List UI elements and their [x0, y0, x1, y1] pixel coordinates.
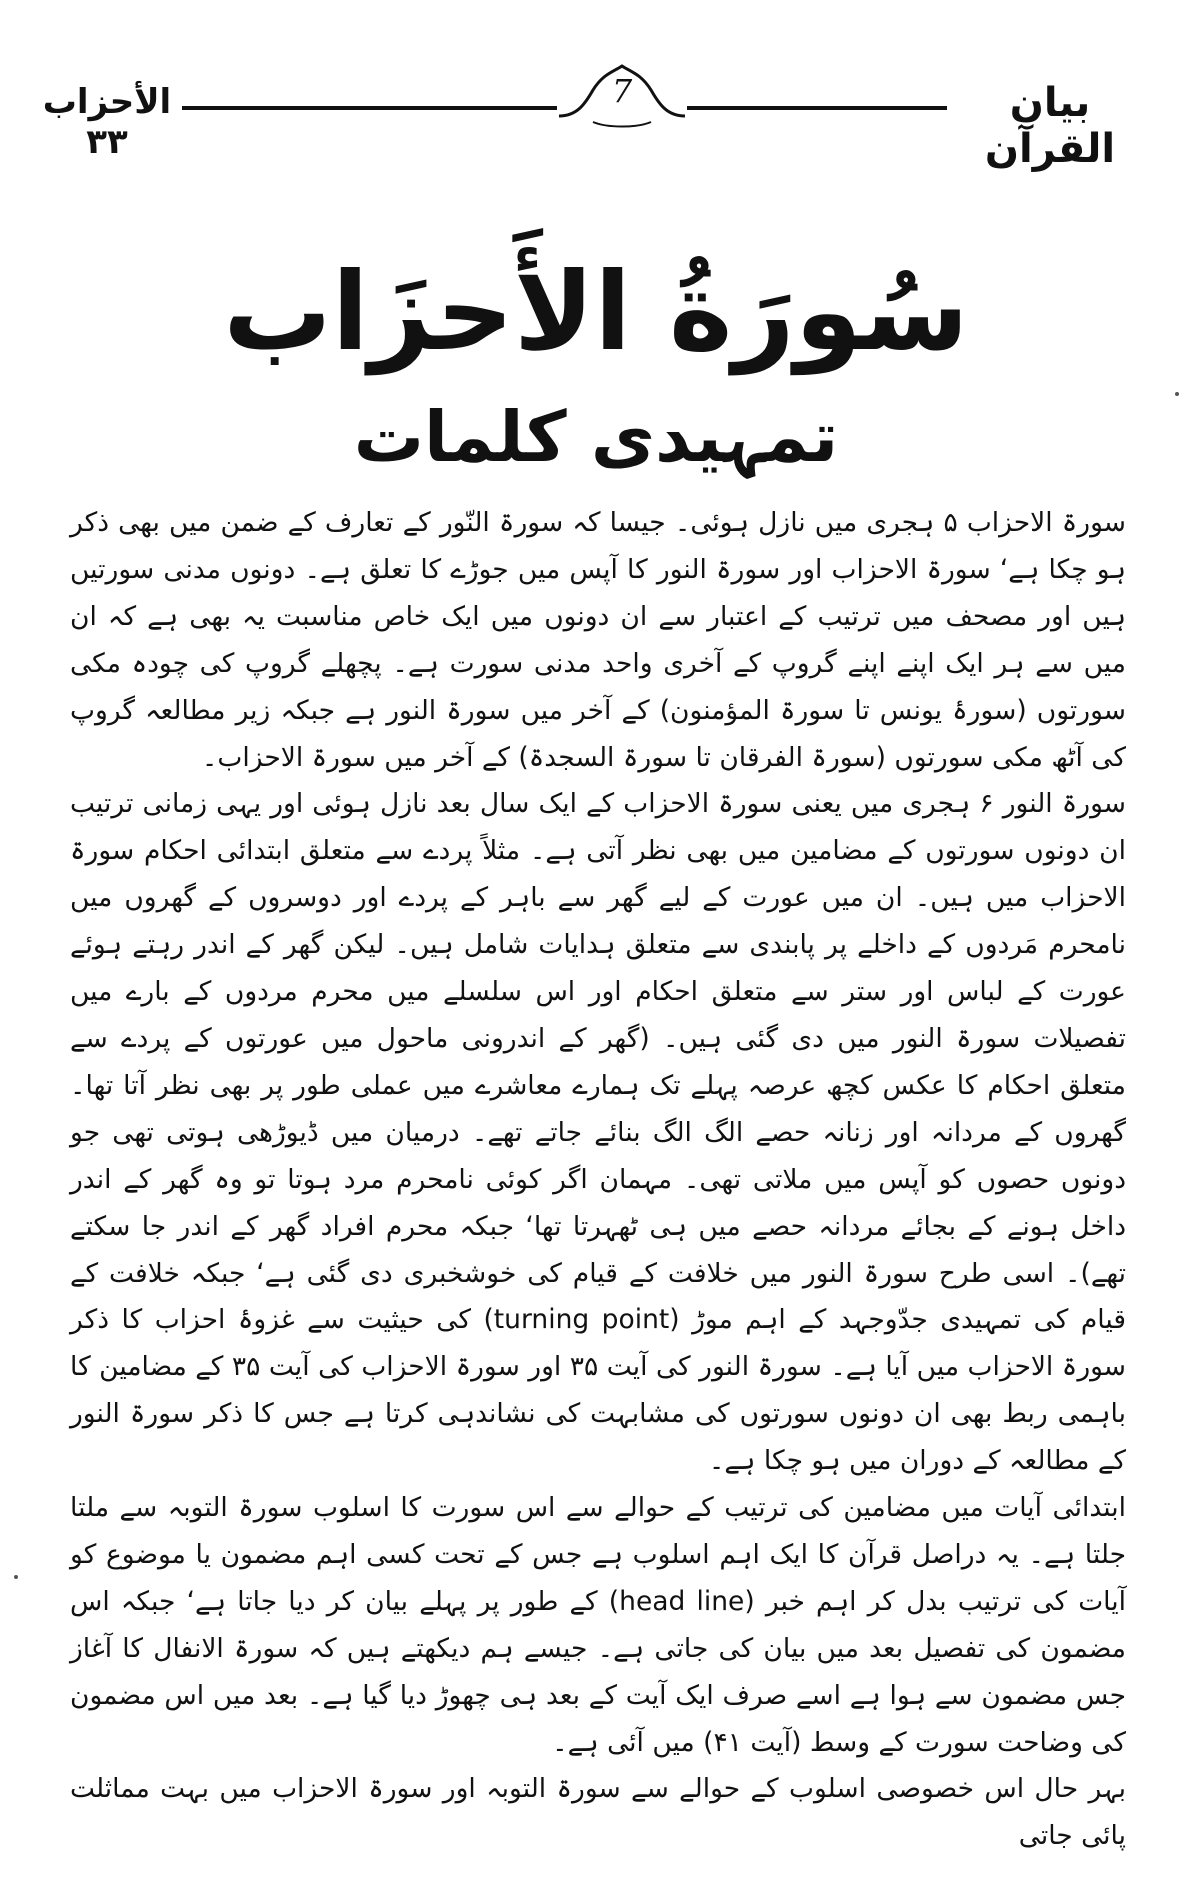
paragraph: سورۃ النور ۶ ہجری میں یعنی سورۃ الاحزاب کے ایک سال بعد نازل ہوئی اور یہی زمانی ترتیب ان دونوں سورتوں کے مضامین میں بھی نظر آتی ہے۔ مثلاً پردے سے متعلق ابتدائی احکام سورۃ الاحزاب میں ہیں۔ ان میں عورت کے لیے گھر سے باہر کے پردے اور دوسروں کے گھروں میں نامحرم مَردوں کے داخلے پر پابندی سے متعلق ہدایات شامل ہیں۔ لیکن گھر کے اندر رہتے ہوئے عورت کے لباس اور ستر سے متعلق احکام اور اس سلسلے میں محرم مردوں کے بارے میں تفصیلات سورۃ النور میں دی گئی ہیں۔ (گھر کے اندرونی ماحول میں عورتوں کے پردے سے متعلق احکام کا عکس کچھ عرصہ پہلے تک ہمارے معاشرے میں عملی طور پر بھی نظر آتا تھا۔ گھروں کے مردانہ اور زنانہ حصے الگ الگ بنائے جاتے تھے۔ درمیان میں ڈیوڑھی ہوتی تھی جو دونوں حصوں کو آپس میں ملاتی تھی۔ مہمان اگر کوئی نامحرم مرد ہوتا تو وہ گھر کے اندر داخل ہونے کے بجائے مردانہ حصے میں ہی ٹھہرتا تھا‘ جبکہ محرم افراد گھر کے اندر جا سکتے تھے)۔ اسی طرح سورۃ النور میں خلافت کے قیام کی خوشخبری دی گئی ہے‘ جبکہ خلافت کے قیام کی تمہیدی جدّوجہد کے اہم موڑ (turning point) کی حیثیت سے غزوۂ احزاب کا ذکر سورۃ الاحزاب میں آیا ہے۔ سورۃ النور کی آیت ۳۵ اور سورۃ الاحزاب کی آیت ۳۵ کے مضامین کا باہمی ربط بھی ان دونوں سورتوں کی مشابہت کی نشاندہی کرتا ہے جس کا ذکر سورۃ النور کے مطالعہ کے دوران میں ہو چکا ہے۔ [70, 788, 1127, 1477]
header-rule-left [182, 106, 557, 110]
scan-speck [14, 1575, 18, 1579]
paragraph: سورۃ الاحزاب ۵ ہجری میں نازل ہوئی۔ جیسا کہ سورۃ النّور کے تعارف کے ضمن میں بھی ذکر ہو چکا ہے‘ سورۃ الاحزاب اور سورۃ النور کا آپس میں جوڑے کا تعلق ہے۔ دونوں مدنی سورتیں ہیں اور مصحف میں ترتیب کے اعتبار سے ان دونوں میں ایک خاص مناسبت یہ بھی ہے کہ ان میں سے ہر ایک اپنے اپنے گروپ کے آخری واحد مدنی سورت ہے۔ پچھلے گروپ کی چودہ مکی سورتوں (سورۂ یونس تا سورۃ المؤمنون) کے آخر میں سورۃ النور ہے جبکہ زیر مطالعہ گروپ کی آٹھ مکی سورتوں (سورۃ الفرقان تا سورۃ السجدۃ) کے آخر میں سورۃ الاحزاب۔ [70, 507, 1126, 773]
page-number: 7 [611, 72, 633, 110]
page-header [32, 58, 1160, 172]
paragraph: بہر حال اس خصوصی اسلوب کے حوالے سے سورۃ التوبہ اور سورۃ الاحزاب میں بہت مماثلت پائی جاتی [70, 1773, 1126, 1852]
scan-speck [1175, 392, 1179, 396]
header-rule-right [687, 106, 947, 110]
page-number-badge [557, 64, 687, 134]
surah-title: سُورَةُ الأَحزَاب [223, 250, 969, 375]
section-subtitle: تمہیدی کلمات [353, 396, 839, 478]
body-text [70, 500, 1126, 1860]
surah-header-label: الأحزاب ۳۳ [42, 82, 172, 162]
paragraph: ابتدائی آیات میں مضامین کی ترتیب کے حوالے سے اس سورت کا اسلوب سورۃ التوبہ سے ملتا جلتا ہے۔ یہ دراصل قرآن کا ایک اہم اسلوب ہے جس کے تحت کسی اہم مضمون یا موضوع کو آیات کی ترتیب بدل کر اہم خبر (head line) کے طور پر پہلے بیان کر دیا جاتا ہے‘ جبکہ اس مضمون کی تفصیل بعد میں بیان کی جاتی ہے۔ جیسے ہم دیکھتے ہیں کہ سورۃ الانفال کا آغاز جس مضمون سے ہوا ہے اسے صرف ایک آیت کے بعد ہی چھوڑ دیا گیا ہے۔ بعد میں اس مضمون کی وضاحت سورت کے وسط (آیت ۴۱) میں آئی ہے۔ [70, 1492, 1126, 1758]
book-title: بیان القرآن [984, 80, 1116, 172]
